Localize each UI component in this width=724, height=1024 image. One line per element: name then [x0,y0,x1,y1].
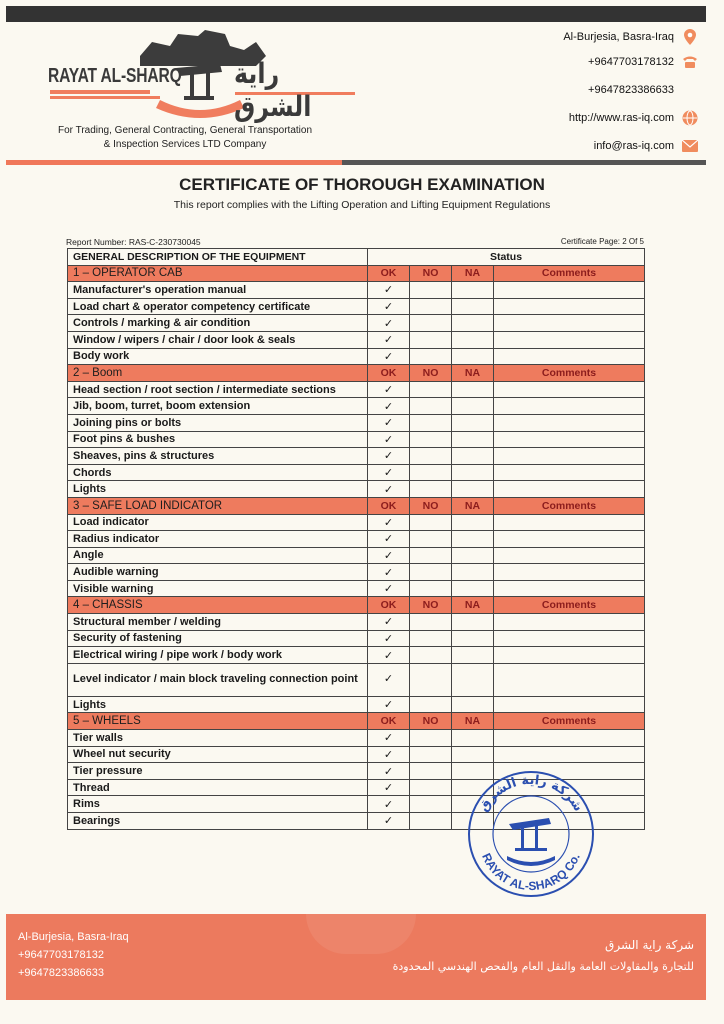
no-cell [410,746,452,763]
item-description: Sheaves, pins & structures [68,448,368,465]
na-cell [452,348,494,365]
no-cell [410,514,452,531]
contact-website-text[interactable]: http://www.ras-iq.com [568,112,674,124]
comments-cell [494,614,645,631]
section-header-row [68,497,645,514]
ok-check-mark: ✓ [368,614,410,631]
na-cell [452,531,494,548]
col-na-label: NA [452,265,494,282]
col-no-label: NO [410,497,452,514]
ok-check-mark: ✓ [368,547,410,564]
col-na-label: NA [452,365,494,382]
col-comments-label: Comments [494,597,645,614]
table-row [68,315,645,332]
footer-ar-line-1: شركة راية الشرق [605,938,694,952]
ok-check-mark: ✓ [368,663,410,696]
ok-check-mark: ✓ [368,398,410,415]
contact-phone-1 [588,54,698,70]
item-description: Thread [68,779,368,796]
item-description: Controls / marking & air condition [68,315,368,332]
contact-phone-1-text[interactable]: +9647703178132 [588,56,674,68]
na-cell [452,730,494,747]
na-cell [452,630,494,647]
telephone-icon [682,54,698,70]
table-row [68,282,645,299]
certificate-page: Certificate Page: 2 Of 5 [560,237,644,246]
comments-cell [494,414,645,431]
no-cell [410,696,452,713]
section-title: 4 – CHASSIS [68,597,368,614]
no-cell [410,464,452,481]
na-cell [452,746,494,763]
ok-check-mark: ✓ [368,763,410,780]
table-row [68,531,645,548]
item-description: Lights [68,481,368,498]
no-cell [410,414,452,431]
item-description: Jib, boom, turret, boom extension [68,398,368,415]
stamp-text-top: شركة راية الشرق [476,772,586,815]
na-cell [452,448,494,465]
table-row [68,448,645,465]
item-description: Lights [68,696,368,713]
na-cell [452,464,494,481]
examination-table [67,248,645,830]
no-cell [410,531,452,548]
comments-cell [494,547,645,564]
section-header-row [68,597,645,614]
no-cell [410,398,452,415]
item-description: Security of fastening [68,630,368,647]
contact-website [569,110,698,126]
ok-check-mark: ✓ [368,414,410,431]
email-envelope-icon [682,138,698,154]
company-tagline [20,124,350,152]
contact-address-text: Al-Burjesia, Basra-Iraq [563,31,674,43]
na-cell [452,431,494,448]
table-row [68,414,645,431]
col-no-label: NO [410,365,452,382]
col-comments-label: Comments [494,365,645,382]
tagline-line-1: For Trading, General Contracting, General Transportation [57,125,313,136]
comments-cell [494,315,645,332]
no-cell [410,796,452,813]
item-description: Tier walls [68,730,368,747]
company-name-ar: راية الشرق [234,57,312,123]
ok-check-mark: ✓ [368,448,410,465]
na-cell [452,331,494,348]
no-cell [410,730,452,747]
comments-cell [494,696,645,713]
ok-check-mark: ✓ [368,481,410,498]
ok-check-mark: ✓ [368,746,410,763]
item-description: Head section / root section / intermediate sections [68,381,368,398]
section-title: 1 – OPERATOR CAB [68,265,368,282]
item-description: Electrical wiring / pipe work / body work [68,647,368,664]
item-description: Audible warning [68,564,368,581]
table-row [68,580,645,597]
no-cell [410,580,452,597]
footer-ar-line-2: للتجارة والمقاولات العامة والنقل العام والفحص الهندسي المحدودة [392,960,694,973]
comments-cell [494,348,645,365]
table-row [68,746,645,763]
footer-contact [18,928,129,982]
ok-check-mark: ✓ [368,813,410,830]
comments-cell [494,730,645,747]
header-rule [6,160,706,165]
footer-address: Al-Burjesia, Basra-Iraq [18,931,129,943]
table-row [68,481,645,498]
ok-check-mark: ✓ [368,381,410,398]
col-no-label: NO [410,713,452,730]
na-cell [452,282,494,299]
section-header-row [68,365,645,382]
item-description: Bearings [68,813,368,830]
col-na-label: NA [452,713,494,730]
location-pin-icon [682,29,698,45]
item-description: Window / wipers / chair / door look & seals [68,331,368,348]
na-cell [452,398,494,415]
company-logo [30,28,370,123]
no-cell [410,331,452,348]
table-row [68,663,645,696]
comments-cell [494,514,645,531]
ok-check-mark: ✓ [368,730,410,747]
comments-cell [494,464,645,481]
na-cell [452,614,494,631]
item-description: Joining pins or bolts [68,414,368,431]
contact-email-text[interactable]: info@ras-iq.com [593,140,674,152]
svg-text:شركة راية الشرق [476,773,585,815]
section-title: 3 – SAFE LOAD INDICATOR [68,497,368,514]
table-row [68,647,645,664]
table-row [68,298,645,315]
ok-check-mark: ✓ [368,647,410,664]
comments-cell [494,298,645,315]
no-cell [410,431,452,448]
company-name-en: RAYAT AL-SHARQ [48,65,182,87]
comments-cell [494,331,645,348]
table-row [68,381,645,398]
table-row [68,630,645,647]
ok-check-mark: ✓ [368,514,410,531]
no-cell [410,547,452,564]
no-cell [410,481,452,498]
comments-cell [494,663,645,696]
na-cell [452,696,494,713]
comments-cell [494,282,645,299]
col-comments-label: Comments [494,497,645,514]
comments-cell [494,746,645,763]
na-cell [452,663,494,696]
ok-check-mark: ✓ [368,431,410,448]
no-cell [410,614,452,631]
footer-arabic [393,934,694,978]
item-description: Load chart & operator competency certificate [68,298,368,315]
contact-phone-2-text[interactable]: +9647823386633 [588,84,674,96]
item-description: Angle [68,547,368,564]
ok-check-mark: ✓ [368,630,410,647]
na-cell [452,514,494,531]
no-cell [410,298,452,315]
item-description: Structural member / welding [68,614,368,631]
contact-email [594,138,698,154]
item-description: Rims [68,796,368,813]
no-cell [410,315,452,332]
comments-cell [494,481,645,498]
footer-band [6,914,706,1000]
table-header-row [68,249,645,266]
comments-cell [494,448,645,465]
col-comments-label: Comments [494,265,645,282]
comments-cell [494,564,645,581]
no-cell [410,630,452,647]
item-description: Chords [68,464,368,481]
company-stamp [463,768,599,900]
ok-check-mark: ✓ [368,531,410,548]
col-na-label: NA [452,497,494,514]
na-cell [452,580,494,597]
table-row [68,547,645,564]
document-subtitle: This report complies with the Lifting Operation and Lifting Equipment Regulations [173,199,551,211]
no-cell [410,663,452,696]
no-cell [410,348,452,365]
no-cell [410,763,452,780]
table-row [68,431,645,448]
section-title: 5 – WHEELS [68,713,368,730]
comments-cell [494,381,645,398]
ok-check-mark: ✓ [368,564,410,581]
comments-cell [494,398,645,415]
comments-cell [494,647,645,664]
stamp-text-bottom: RAYAT AL-SHARQ Co. [479,851,583,894]
ok-check-mark: ✓ [368,282,410,299]
no-cell [410,564,452,581]
no-cell [410,282,452,299]
comments-cell [494,580,645,597]
na-cell [452,315,494,332]
globe-icon [682,110,698,126]
item-description: Foot pins & bushes [68,431,368,448]
section-title: 2 – Boom [68,365,368,382]
na-cell [452,647,494,664]
table-row [68,398,645,415]
table-row [68,564,645,581]
na-cell [452,547,494,564]
ok-check-mark: ✓ [368,348,410,365]
table-row [68,730,645,747]
col-ok-label: OK [368,713,410,730]
item-description: Load indicator [68,514,368,531]
item-description: Body work [68,348,368,365]
na-cell [452,381,494,398]
item-description: Radius indicator [68,531,368,548]
item-description: Wheel nut security [68,746,368,763]
col-no-label: NO [410,597,452,614]
table-row [68,614,645,631]
col-ok-label: OK [368,597,410,614]
top-bar [6,6,706,22]
item-description: Visible warning [68,580,368,597]
status-header: Status [368,249,645,266]
ok-check-mark: ✓ [368,315,410,332]
na-cell [452,298,494,315]
ok-check-mark: ✓ [368,696,410,713]
stamp-logo-icon [507,818,555,866]
no-cell [410,813,452,830]
item-description: Manufacturer's operation manual [68,282,368,299]
no-cell [410,779,452,796]
ok-check-mark: ✓ [368,779,410,796]
table-row [68,464,645,481]
table-row [68,514,645,531]
general-description-header: GENERAL DESCRIPTION OF THE EQUIPMENT [68,249,368,266]
comments-cell [494,630,645,647]
ok-check-mark: ✓ [368,331,410,348]
table-row [68,348,645,365]
footer-phone-1[interactable]: +9647703178132 [18,949,104,961]
no-cell [410,647,452,664]
no-cell [410,448,452,465]
ok-check-mark: ✓ [368,796,410,813]
footer-phone-2[interactable]: +9647823386633 [18,967,104,979]
ok-check-mark: ✓ [368,298,410,315]
tagline-line-2: & Inspection Services LTD Company [103,139,267,150]
col-no-label: NO [410,265,452,282]
na-cell [452,481,494,498]
col-ok-label: OK [368,265,410,282]
table-row [68,331,645,348]
no-cell [410,381,452,398]
contact-phone-2 [588,82,698,98]
col-comments-label: Comments [494,713,645,730]
na-cell [452,414,494,431]
na-cell [452,564,494,581]
col-ok-label: OK [368,365,410,382]
ok-check-mark: ✓ [368,464,410,481]
item-description: Level indicator / main block traveling connection point [68,663,368,696]
comments-cell [494,431,645,448]
section-header-row [68,713,645,730]
ok-check-mark: ✓ [368,580,410,597]
document-title: CERTIFICATE OF THOROUGH EXAMINATION [179,175,545,194]
section-header-row [68,265,645,282]
item-description: Tier pressure [68,763,368,780]
table-row [68,696,645,713]
report-number: Report Number: RAS-C-230730045 [66,237,201,247]
col-ok-label: OK [368,497,410,514]
contact-address [563,29,698,45]
col-na-label: NA [452,597,494,614]
comments-cell [494,531,645,548]
